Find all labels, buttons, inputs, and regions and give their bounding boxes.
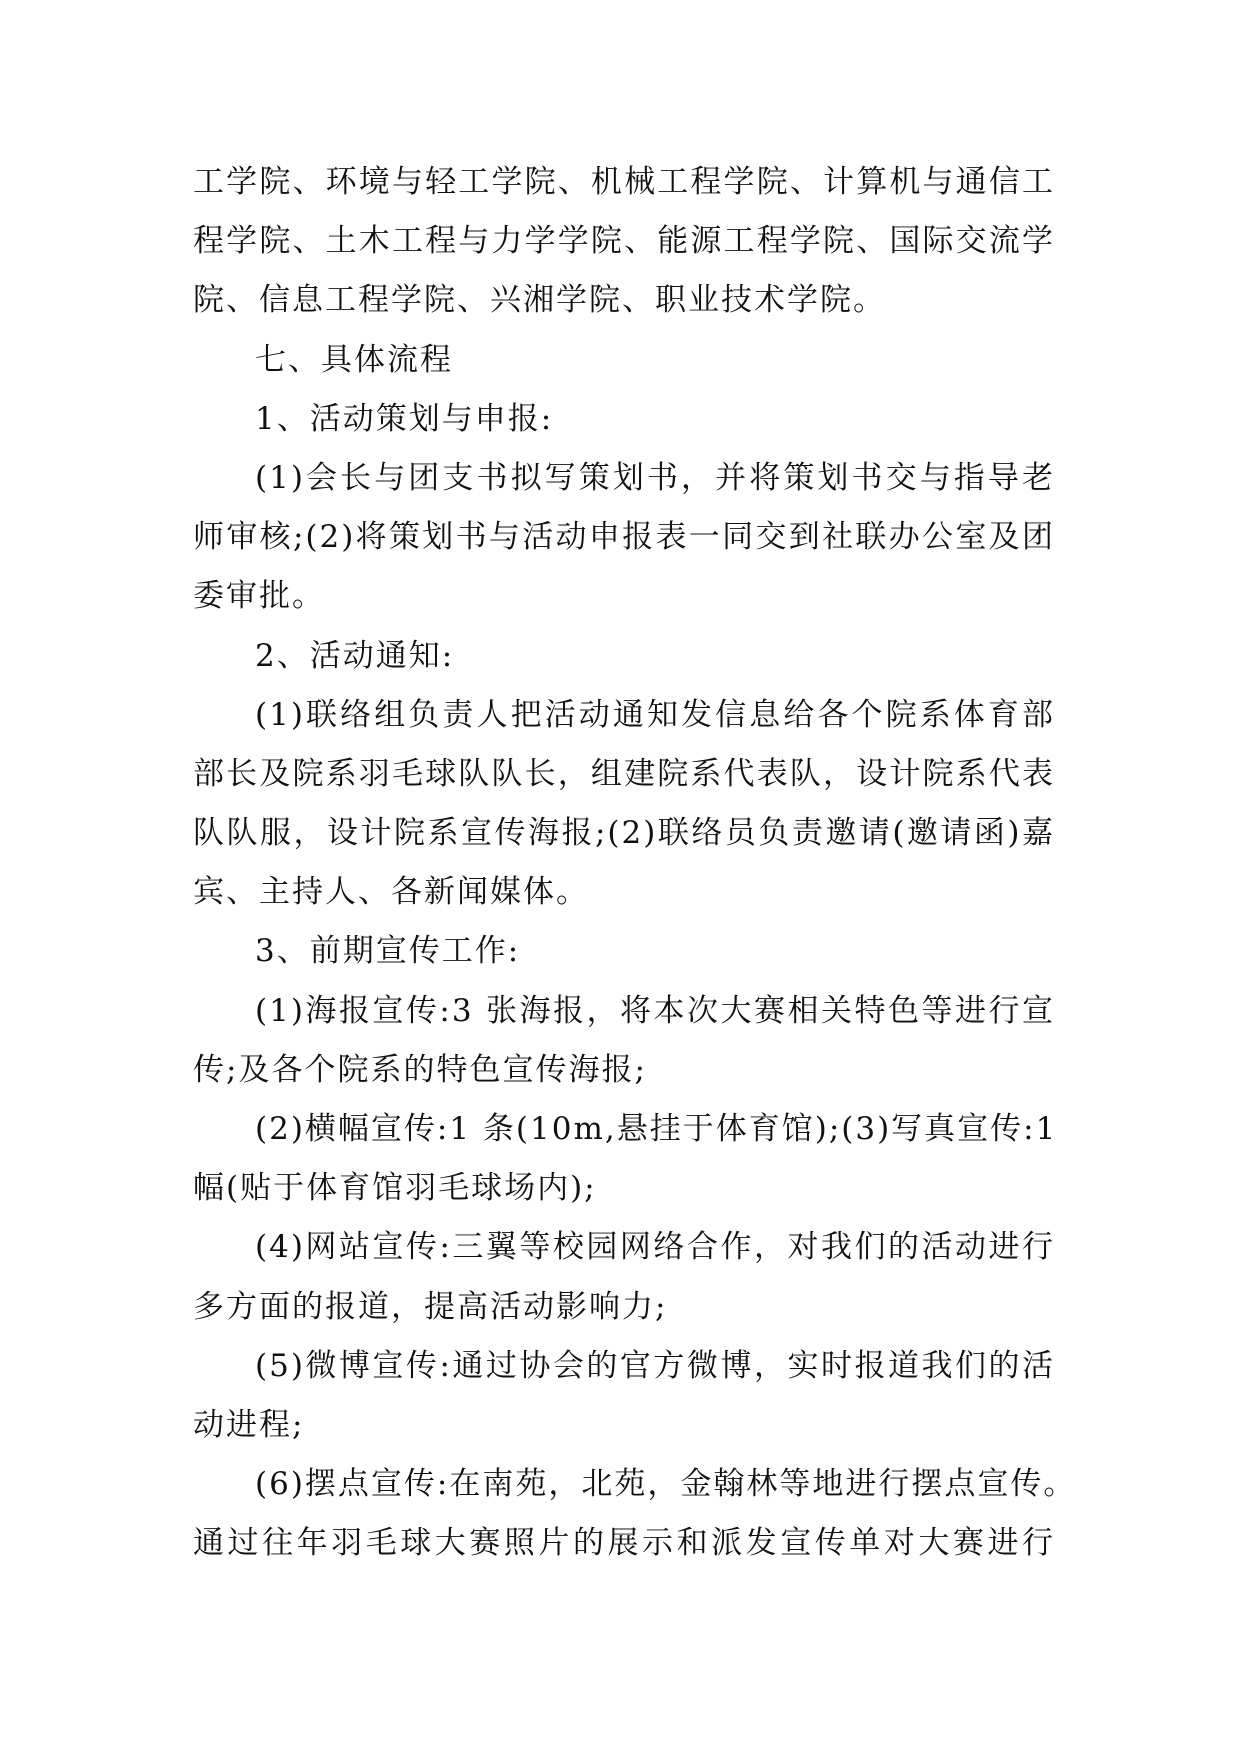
text-line: 队队服，设计院系宣传海报;(2)联络员负责邀请(邀请函)嘉 [193, 815, 1055, 852]
text-line: 师审核;(2)将策划书与活动申报表一同交到社联办公室及团 [193, 519, 1055, 556]
text-line: (1)海报宣传:3 张海报，将本次大赛相关特色等进行宣 [255, 992, 1055, 1029]
text-line: 程学院、土木工程与力学学院、能源工程学院、国际交流学 [193, 223, 1055, 260]
text-line: 宾、主持人、各新闻媒体。 [193, 874, 589, 911]
text-line: 动进程; [193, 1406, 305, 1443]
document-body [193, 153, 1077, 1574]
section-heading: 七、具体流程 [255, 341, 453, 378]
text-line: (6)摆点宣传:在南苑，北苑，金翰林等地进行摆点宣传。 [255, 1466, 1077, 1503]
text-line: (2)横幅宣传:1 条(10m,悬挂于体育馆);(3)写真宣传:1 [255, 1111, 1058, 1147]
text-line: (1)联络组负责人把活动通知发信息给各个院系体育部 [255, 696, 1055, 733]
text-line: 部长及院系羽毛球队队长，组建院系代表队，设计院系代表 [193, 755, 1055, 792]
subsection-heading: 1、活动策划与申报: [255, 400, 554, 437]
subsection-heading: 3、前期宣传工作: [255, 933, 521, 970]
text-line: 传;及各个院系的特色宣传海报; [193, 1051, 647, 1088]
text-line: (1)会长与团支书拟写策划书，并将策划书交与指导老 [255, 459, 1055, 496]
text-line: 幅(贴于体育馆羽毛球场内); [193, 1170, 597, 1207]
text-line: (4)网站宣传:三翼等校园网络合作，对我们的活动进行 [255, 1229, 1055, 1266]
text-line: 工学院、环境与轻工学院、机械工程学院、计算机与通信工 [193, 164, 1055, 200]
text-line: 通过往年羽毛球大赛照片的展示和派发宣传单对大赛进行 [193, 1525, 1055, 1562]
text-line: 委审批。 [193, 578, 325, 615]
subsection-heading: 2、活动通知: [255, 637, 455, 674]
text-line: (5)微博宣传:通过协会的官方微博，实时报道我们的活 [255, 1347, 1055, 1384]
text-line: 院、信息工程学院、兴湘学院、职业技术学院。 [193, 282, 886, 319]
text-line: 多方面的报道，提高活动影响力; [193, 1288, 668, 1325]
